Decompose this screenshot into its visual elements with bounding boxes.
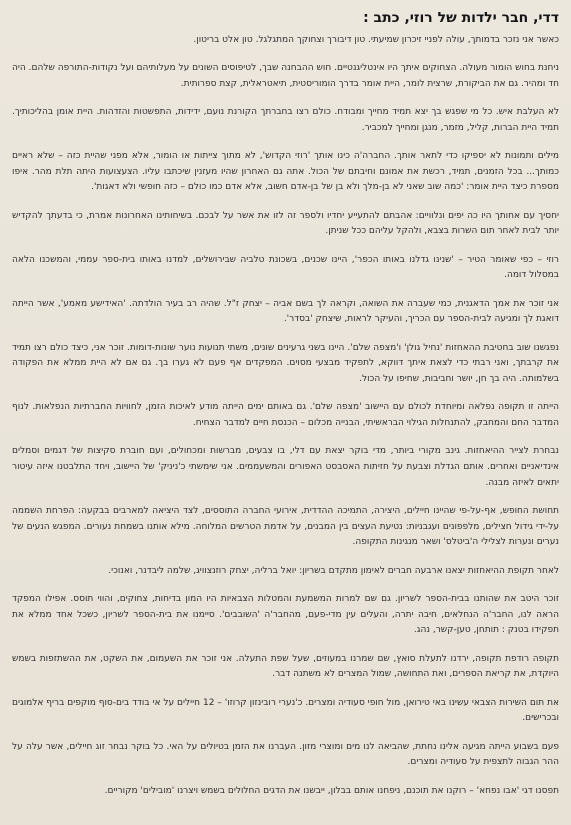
paragraph: כאשר אני נזכר בדמותך, עולה לפניי זיכרון שמיעתי. טון דיבורך וצחוקך המתגלגל. טון אלט בריטון.: [193, 34, 559, 45]
paragraph: ניחנת בחוש הומור מעולה. הצחוקים איתך היו אינטליגנטיים. חוש ההבחנה שבך, לטיפוסים השונים על מעלותיהם ועל נקודות-התורפה שלהם. היה חד ומהיר. גם את הביקורת, שרצית לומר, היית אומר בדרך הומוריסטית, תיאטראלית, קצת ספרותית.: [12, 62, 559, 89]
paragraph: לאחר תקופת ההיאחזות יצאנו ארבעה חברים לאימון מתקדם בשריון: יואל ברליה, יצחק רוזנצוויג, שלמה ליבדנר, ואנוכי.: [108, 565, 559, 576]
paragraph: פעם בשבוע הייתה מגיעה אלינו נחתת, שהביאה לנו מים ומוצרי מזון. העברנו את הזמן בטיולים על האי. כל בוקר נבחר זוג חיילים, אשר עלה על ההר הגבוה לתצפית על סעודיה ומצרים.: [12, 741, 559, 768]
paragraph: נבחרת לצייר ההיאחזות. גינב מקורי ביותר, מדי בוקר יצאת עם דלי, בו צבעים, מברשות ומכחולים, ועם חוברת סקיצות של דגמים וסמלים אינדיאניים ואחרים. אותם הגדלת וצבעת על חזיתות האסבסט האפורים והמשעממים. אני שימשתי כ'ניניק' של היישוב, ויחד התלבטנו איזה עיטור יתאים לאיזה מבנה.: [12, 446, 559, 488]
paragraph: תחושת החופש, אף-על-פי שהיינו חיילים, היצירה, התמיכה ההדדית, אירועי החברה התוססים, לצד היציאה למארבים בבקעה: הפרחת השממה על-ידי גידול חצילים, מלפפונים ועגבניות: נטיעת העצים בין המבנים, על אדמת הטרשים המלוחה. מילא אותנו בשמחת נעורים. המפגש הנעים של נערים ונערות לצלילי ה'ביטלס' ושאר מנגינות התקופה.: [12, 505, 559, 548]
paragraph: אני זוכר את אמך הדאגנית, כמי שעברה את השואה, וקראה לך בשם אביה – יצחק ז"ל. שהיה רב בעיר הולדתה. 'האידישע מאמע', אשר הייתה דואגת לך ומגיעה לבית-הספר עם הכריך, והעיקר לראות, שיצחק 'בסדר'.: [12, 298, 559, 325]
paragraph: תפסנו דגי 'אבו נפחא' – רוקנו את תוכנם, ניפחנו אותם בבלון, ייבשנו את הדגים החלולים בשמש ויצרנו 'מובילים' מקוריים.: [104, 785, 559, 796]
paragraph: לא העלבת איש. כל מי שפגש בך יצא תמיד מחייך ומבודח. כולם רצו בחברתך הקורנת נועם, ידידות, התפשטות והזדהות. היית אומן בהליכותיך. תמיד היית הברות, קליל, מזמר, מנגן ומחייך למכביר.: [12, 106, 559, 133]
paragraph: זוכר היטב את שהותנו בבית-הספר לשריון. גם שם למרות המשמעת והמטלות הצבאיות היו המון בדיחות, צחוקים, והווי תוסס. אפילו המפקד הראה לנו, החבר'ה הנחלאים, חיבה יתרה, והעלים עין מדי-פעם, מהחבר'ה 'השובבים'. סיימנו את בית-הספר לשריון, כשכל אחד ממלא את תפקידו בטנק : תותחן, טען-קשר, נהג.: [12, 593, 559, 636]
page-title: דדי, חבר ילדות של רוזי, כתב :: [363, 10, 559, 26]
paragraph: יחסיך עם אחותך היו כה יפים ונלוויים: אהבתם להתעייע יחדיו ולספר זה לזו את אשר על לבכם. בשיחותינו האחרונות אמרת, כי בדעתך להקדיש יותר לבית לאחר תום השרות בצבא, ולהקל עליהם ככל שניתן.: [12, 210, 559, 237]
paragraph: רוזי – כפי שאומר הטיר – 'שנינו גדלנו באותו הכפר', היינו שכנים, בשכונת טלביה שבירושלים, למדנו באותו בית-ספר עממי, והמשכנו הלאה במסלול דומה.: [12, 254, 559, 281]
paragraph: מילים ותמונות לא יספיקו כדי לתאר אותך. החברה'ה כינו אותך 'רוזי הקדוש', לא מתוך צייתות או הומור, אלא מפני שהיית כזה – שלא ראיים כמותך... בכל הזמנים, תמיד, רכשת את אמונם וחיבתם של הכול. אתה גם האחרון שהיו מעזנין שיכתבו עליו. הצעצועות היתה תלת מהר. איפו מספרת כיצד היית אומר: 'כמה שוב שאני לא בן-מלך ולא בן של בן-אדם חשוב, אלא אדם כמו כולם – כזה חופשי ולא דאגות'.: [12, 150, 559, 193]
paragraph: נפגשנו שוב בחטיבת ההאחזות 'נחיל גולן' ו'מצפה שלם'. היינו בשני גרעינים שונים, משתי תנועות נוער שונות-דומות. זוכר אני, כיצד כולם רצו תמיד את קרבתך, ואני רבתי כדי לצאת איתך דווקא, לתפקיד מבצעי מסוים. המפקדים אף פעם לא גערו בך. גם אם לא היית ממלא את הפקודה בשלמותה. היה בך חן, יושר וחביבות, שחיפו על הכול.: [12, 342, 559, 384]
paragraph: תקופה רודפת תקופה, ירדנו לתעלת סואץ, שם שמרנו במעוזים, שעל שפת התעלה. אני זוכר את השעמום, את השקט, את ההשתזפות בשמש היוקדת, את קריאת הספרים, ואת התחושה, שמול המצרים לא משתנה דבר.: [12, 653, 559, 680]
paragraph: את תום השירות הצבאי עשינו באי טירואן, מול חופי סעודיה ומצרים. כ'נערי רובינזון קרוזו' – 12 חיילים על אי בודד בים-סוף מוקפים בריף אלמוגים ובכרישים.: [12, 697, 559, 724]
paragraph: הייתה זו תקופה נפלאה ומיוחדת לכולם עם היישוב 'מצפה שלם'. גם באותם ימים הייתה מודע לאיכות הזמן, לחוויות החברתיות הנפלאות. לנוף המדבר החם והמחבק, להתנחלות הגילוי הבראשיתי, הבנייה מכלום – הכנסת חיים למדבר הצחיח.: [12, 402, 559, 428]
article-body: [12, 33, 559, 800]
